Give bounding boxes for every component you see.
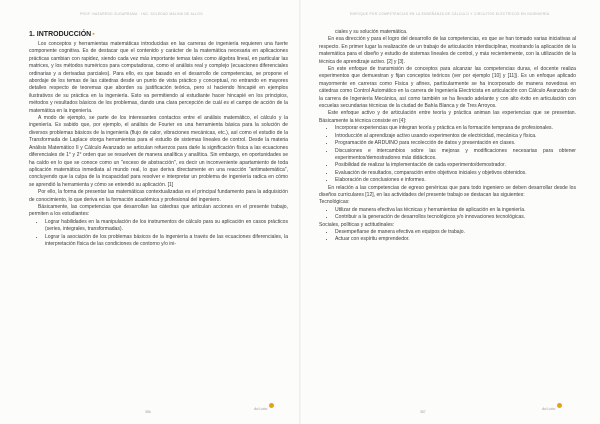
technique-item: • Discusiones e intercambios sobre las mejoras y modificaciones necesarias para obtener experimentos/demostradores más didácticos. (335, 148, 576, 163)
brand-logo-icon (557, 403, 562, 408)
right-paragraph-1: En esa dirección y para el logro del desarrollo de las competencias, es que se han tomado varias iniciativas al respecto. En primer lugar la realización de un trabajo de articulación interdisciplinar, mostrando la aplicación de la matemática para el diseño y estudio de sistemas lineales de control, y más recientemente, con la utilización de la técnica de aprendizaje activo. [2] y [3]. (319, 36, 576, 65)
left-paragraph-3: Por ello, la forma de presentar las matemáticas contextualizadas es el principal fundamento para la adquisición de conocimiento, lo que deriva en la formación académica y profesional del ingeniero. (29, 189, 288, 203)
technique-item: • Programación de ARDUINO para recolección de datos y presentación en clases. (335, 140, 576, 147)
subheading-sociales: Sociales, políticas y actitudinales: (319, 221, 395, 228)
left-bullet-item: • Lograr la asociación de los problemas básicos de la ingeniería a través de las ecuaciones diferenciales, la interpretación física de las condiciones de contorno y/o ini- (45, 234, 288, 249)
right-paragraph-3: Este enfoque activo y de articulación entre teoría y práctica animan las experiencias que se presentan. Básicamente la técnica consiste en [4]: (319, 110, 576, 124)
right-body (319, 29, 576, 244)
tech-competency-item: • Contribuir a la generación de desarrollos tecnológicos y/o innovaciones tecnológicas. (335, 214, 576, 221)
technique-item: • Introducción al aprendizaje activo usando experimentos de electricidad, mecánica y física. (335, 133, 576, 140)
left-body (29, 30, 288, 248)
left-bullet-item: • Lograr habilidades en la manipulación de los instrumentos de cálculo para su aplicación en casos prácticos (series, integrales, transformadas). (45, 219, 288, 234)
brand-logo-icon (269, 403, 274, 408)
left-page-number: 356 (145, 410, 151, 414)
technique-item: • Evaluación de resultados, comparación entre objetivos iniciales y objetivos obtenidos. (335, 170, 576, 177)
technique-item: • Elaboración de conclusiones e informes. (335, 177, 576, 184)
social-competency-list (319, 229, 576, 244)
subheading-tecnologicas: Tecnológicas: (319, 199, 350, 206)
left-paragraph-4: Básicamente, las competencias que desarrollan las cátedras que articulan acciones en el presente trabajo, permiten a los estudiantes: (29, 203, 288, 218)
left-paragraph-1: Los conceptos y herramientas matemáticas introducidas en las carreras de ingeniería requieren una fuerte componente cognitiva. Es de destacar que el contenido y carácter de la matemática necesaria en aplicaciones prácticas cambian con rapidez, siendo cada vez más importante temas tales como álgebra lineal, en particular las matrices, y los métodos numéricos para computadoras, como el análisis real y complejo (ecuaciones diferenciales ordinarias y a derivadas parciales). Para ello, es que basado en el desarrollo de competencias, se propone el abordaje de los temas de las cátedras desde un punto de vista práctico y conceptual, no entrando en mayores detalles respecto de teoremas que aborden su justificación teórica, pero sí haciendo hincapié en ejemplos ilustrativos de su práctica en la ingeniería. Esto va permitiendo al estudiante hacer hincapié en los principios, métodos y resultados básicos de los problemas, dando una clara percepción de cuál es el campo de acción de la matemática en la ingeniería. (29, 41, 288, 114)
right-page-number: 357 (420, 410, 426, 414)
technique-item: • Posibilidad de realizar la implementación de cada experimento/demostrador. (335, 162, 576, 169)
right-page (300, 0, 600, 424)
section-title-accent: ▪ (92, 31, 95, 38)
left-bullet-list (29, 219, 288, 249)
right-footer-brand (542, 397, 562, 415)
tech-competency-list (319, 207, 576, 222)
tech-competency-item: • Utilizar de manera efectiva las técnicas y herramientas de aplicación en la ingeniería. (335, 207, 576, 214)
technique-bullet-list (319, 125, 576, 184)
left-paragraph-2: A modo de ejemplo, se parte de los interesantes contactos entre el análisis matemático, el cálculo y la ingeniería. Es sabido que, por ejemplo, el análisis de Fourier es una herramienta básica para la solución de diversos problemas básicos de la ingeniería (flujo de calor, vibraciones mecánicas, etc.), así como el estudio de la Transformada de Laplace otorga herramientas para el estudio de sistemas lineales de control. Desde la materia Análisis Matemático II y Cálculo Avanzado se articulan refuerzos para darle la significación física a las ecuaciones diferenciales de 1° y 2° orden que se resuelven de manera analítica y analítica. Sin embargo, en oportunidades se ha caído en lo que se conoce como un "exceso de abstracción", es decir un inconveniente apartamiento de toda aplicación matemática inmediata al mundo real, lo que deriva directamente en una reacción "antimatemática", concluyendo que la culpa de la incapacidad para resolver e interpretar un problema de ingeniería radica en cómo se aprendió la herramienta y cómo se entendió su aplicación. [1] (29, 115, 288, 188)
section-title-text: INTRODUCCIÓN (36, 31, 92, 38)
continuation-text: ciales y su solución matemática. (335, 29, 408, 35)
social-competency-item: • Actuar con espíritu emprendedor. (335, 236, 576, 243)
brand-name: Ad Lobo (542, 407, 556, 411)
brand-name: Ad Lobo (254, 407, 268, 411)
technique-item: • Incorporar experiencias que integran teoría y práctica en la formación temprana de profesionales. (335, 125, 576, 132)
social-competency-item: • Desempeñarse de manera efectiva en equipos de trabajo. (335, 229, 576, 236)
section-title (29, 30, 288, 39)
left-footer-brand (254, 397, 274, 415)
right-continuation-list (319, 29, 576, 36)
right-paragraph-2: En este enfoque de transmisión de conceptos para alcanzar las competencias duras, el docente realiza experimentos que demuestran y fijan conceptos teóricos (ver por ejemplo [10] y [11]). Es un enfoque aplicado mayormente en carreras como Física y afines, particularmente se ha incorporado de manera novedosa en cátedras como Control Automático en la carrera de Ingeniería Electricista en articulación con Cálculo Avanzado de la carrera de Ingeniería Mecánica, así como también se ha llevado adelante y con alto éxito en articulación con escuelas secundarias técnicas de la ciudad de Bahía Blanca y de Tres Arroyos. (319, 66, 576, 110)
section-number: 1. (29, 31, 35, 38)
right-running-head: ENFOQUE POR COMPETENCIAS EN LA ENSEÑANZA DE CÁLCULO Y CIRCUITOS ELÉCTRICOS EN INGENIERÍA (350, 12, 550, 16)
left-running-head: PROF. NAZARENO ZUGARRAMA · ING. SOLEDAD MALINA DE ALLOG (80, 12, 204, 16)
right-paragraph-4: En relación a las competencias de egreso genéricas que para todo ingeniero se deben desarrollar desde los diseños curriculares [12], en las actividades del presente trabajo se destacan las siguientes: (319, 184, 576, 198)
